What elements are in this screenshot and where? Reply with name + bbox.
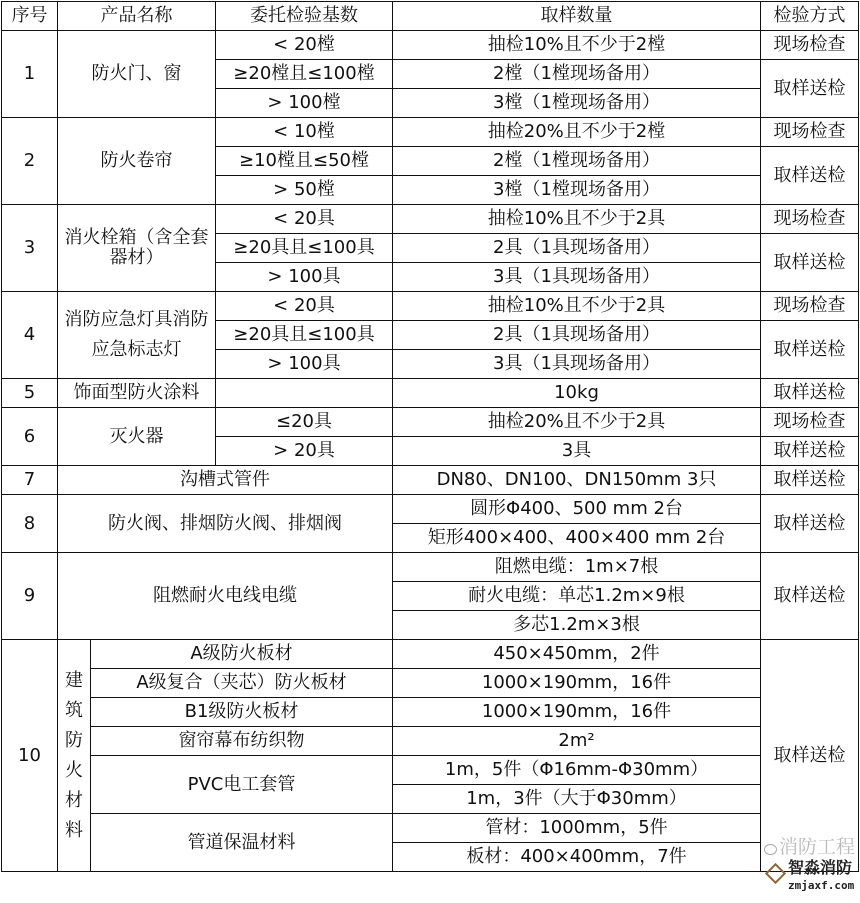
header-cell: 序号 (2, 2, 58, 31)
method-cell: 取样送检 (761, 640, 859, 872)
header-cell: 委托检验基数 (216, 2, 393, 31)
quantity-cell: 1m，5件（Φ16mm-Φ30mm） (393, 756, 761, 785)
quantity-cell: 多芯1.2m×3根 (393, 611, 761, 640)
quantity-cell: 3具 (393, 437, 761, 466)
quantity-cell: 矩形400×400、400×400 mm 2台 (393, 524, 761, 553)
table-row (2, 205, 859, 234)
method-cell: 取样送检 (761, 437, 859, 466)
base-cell: > 100具 (216, 350, 393, 379)
table-row (2, 118, 859, 147)
brand-logo-icon (765, 863, 786, 884)
table-row (2, 727, 859, 756)
method-cell: 现场检查 (761, 292, 859, 321)
quantity-cell: 3樘（1樘现场备用） (393, 89, 761, 118)
base-cell: < 20樘 (216, 31, 393, 60)
watermark-text: 消防工程 (779, 836, 856, 858)
product-name: 阻燃耐火电线电缆 (58, 553, 393, 640)
row-number: 10 (2, 640, 58, 872)
quantity-cell: 抽检10%且不少于2具 (393, 292, 761, 321)
header-cell: 取样数量 (393, 2, 761, 31)
base-cell: > 100樘 (216, 89, 393, 118)
product-name: 饰面型防火涂料 (58, 379, 216, 408)
method-cell: 取样送检 (761, 495, 859, 553)
product-name: B1级防火板材 (91, 698, 393, 727)
row-number: 7 (2, 466, 58, 495)
quantity-cell: 板材：400×400mm，7件 (393, 843, 761, 872)
table-row (2, 756, 859, 785)
quantity-cell: 抽检20%且不少于2樘 (393, 118, 761, 147)
quantity-cell: 2樘（1樘现场备用） (393, 60, 761, 89)
base-cell: > 50樘 (216, 176, 393, 205)
table-row (2, 408, 859, 437)
quantity-cell: 管材：1000mm，5件 (393, 814, 761, 843)
method-cell: 现场检查 (761, 118, 859, 147)
watermark-brand: 智淼消防 (788, 858, 853, 877)
quantity-cell: 抽检10%且不少于2具 (393, 205, 761, 234)
row-number: 2 (2, 118, 58, 205)
base-cell: ≤20具 (216, 408, 393, 437)
row-number: 9 (2, 553, 58, 640)
base-cell: < 20具 (216, 292, 393, 321)
quantity-cell: 2m² (393, 727, 761, 756)
quantity-cell: DN80、DN100、DN150mm 3只 (393, 466, 761, 495)
method-cell: 现场检查 (761, 408, 859, 437)
base-cell: ≥20具且≤100具 (216, 321, 393, 350)
quantity-cell: 2樘（1樘现场备用） (393, 147, 761, 176)
quantity-cell: 2具（1具现场备用） (393, 234, 761, 263)
base-cell: > 20具 (216, 437, 393, 466)
quantity-cell: 3具（1具现场备用） (393, 350, 761, 379)
method-cell: 取样送检 (761, 147, 859, 205)
quantity-cell: 阻燃电缆：1m×7根 (393, 553, 761, 582)
quantity-cell: 耐火电缆：单芯1.2m×9根 (393, 582, 761, 611)
base-cell: ≥20樘且≤100樘 (216, 60, 393, 89)
quantity-cell: 1000×190mm，16件 (393, 669, 761, 698)
product-name: 灭火器 (58, 408, 216, 466)
method-cell: 取样送检 (761, 466, 859, 495)
base-cell: < 20具 (216, 205, 393, 234)
quantity-cell: 圆形Φ400、500 mm 2台 (393, 495, 761, 524)
product-name: A级防火板材 (91, 640, 393, 669)
method-cell: 取样送检 (761, 321, 859, 379)
quantity-cell: 450×450mm，2件 (393, 640, 761, 669)
method-cell: 现场检查 (761, 205, 859, 234)
row-number: 4 (2, 292, 58, 379)
table-row (2, 698, 859, 727)
quantity-cell: 1m，3件（大于Φ30mm） (393, 785, 761, 814)
table-row (2, 292, 859, 321)
method-cell: 取样送检 (761, 60, 859, 118)
quantity-cell: 抽检10%且不少于2樘 (393, 31, 761, 60)
method-cell: 取样送检 (761, 379, 859, 408)
base-cell: ≥20具且≤100具 (216, 234, 393, 263)
quantity-cell: 3具（1具现场备用） (393, 263, 761, 292)
base-cell (216, 379, 393, 408)
row-number: 3 (2, 205, 58, 292)
base-cell: < 10樘 (216, 118, 393, 147)
table-row (2, 495, 859, 524)
base-cell: > 100具 (216, 263, 393, 292)
method-cell: 取样送检 (761, 234, 859, 292)
quantity-cell: 10kg (393, 379, 761, 408)
method-cell: 现场检查 (761, 31, 859, 60)
product-name: 管道保温材料 (91, 814, 393, 872)
category-cell: 建筑防火材料 (58, 640, 91, 872)
table-row (2, 379, 859, 408)
table-row (2, 466, 859, 495)
header-row (2, 2, 859, 31)
base-cell: ≥10樘且≤50樘 (216, 147, 393, 176)
sampling-table (1, 1, 859, 872)
header-cell: 检验方式 (761, 2, 859, 31)
table-row (2, 31, 859, 60)
row-number: 5 (2, 379, 58, 408)
table-row (2, 814, 859, 843)
row-number: 1 (2, 31, 58, 118)
product-name: 防火门、窗 (58, 31, 216, 118)
row-number: 8 (2, 495, 58, 553)
method-cell: 取样送检 (761, 553, 859, 640)
row-number: 6 (2, 408, 58, 466)
quantity-cell: 2具（1具现场备用） (393, 321, 761, 350)
product-name: 防火卷帘 (58, 118, 216, 205)
watermark-url: zmjaxf.com (788, 879, 855, 892)
watermark (764, 836, 858, 900)
table-row (2, 640, 859, 669)
header-cell: 产品名称 (58, 2, 216, 31)
wechat-icon (764, 844, 777, 855)
quantity-cell: 抽检20%且不少于2具 (393, 408, 761, 437)
product-name: 沟槽式管件 (58, 466, 393, 495)
product-name: 窗帘幕布纺织物 (91, 727, 393, 756)
product-name: 消防应急灯具消防应急标志灯 (58, 292, 216, 379)
product-name: A级复合（夹芯）防火板材 (91, 669, 393, 698)
quantity-cell: 3樘（1樘现场备用） (393, 176, 761, 205)
product-name: 消火栓箱（含全套器材） (58, 205, 216, 292)
product-name: 防火阀、排烟防火阀、排烟阀 (58, 495, 393, 553)
quantity-cell: 1000×190mm，16件 (393, 698, 761, 727)
table-row (2, 553, 859, 582)
product-name: PVC电工套管 (91, 756, 393, 814)
table-row (2, 669, 859, 698)
